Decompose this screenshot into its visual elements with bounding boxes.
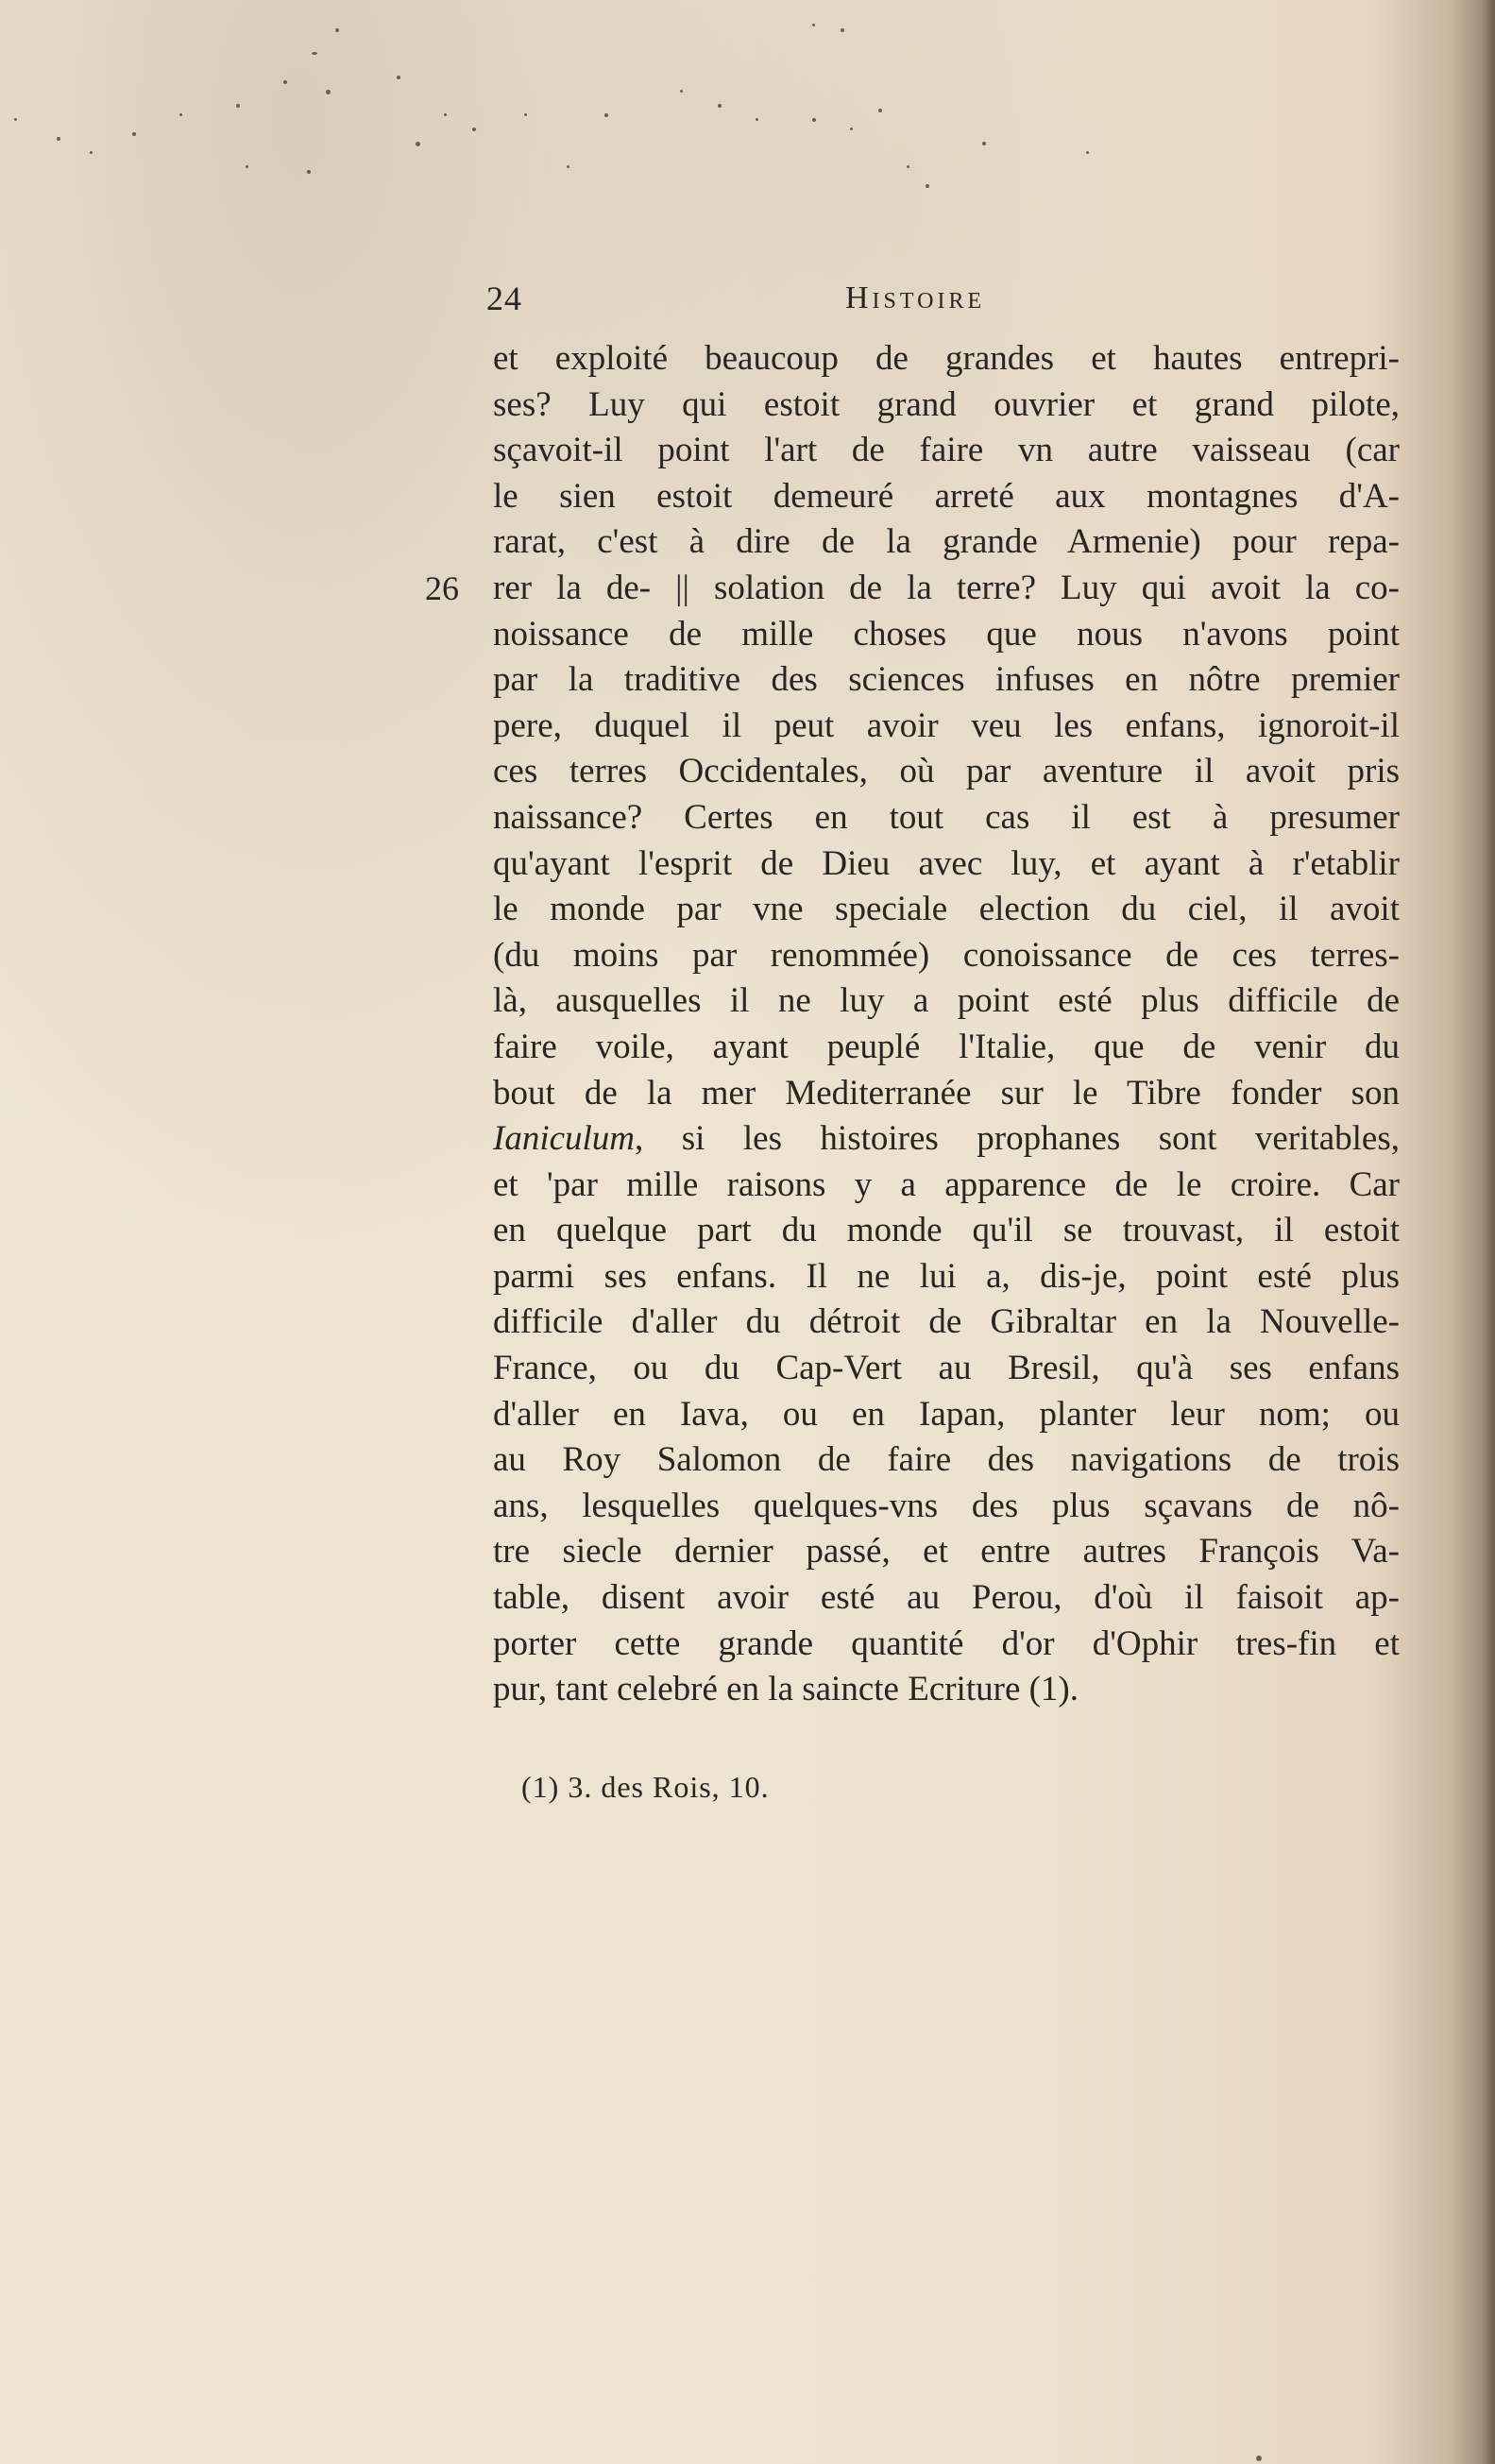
text-line: et exploité beaucoup de grandes et hautes entrepri-: [493, 339, 1400, 378]
text-line: noissance de mille choses que nous n'avons point: [493, 614, 1400, 654]
text-line: par la traditive des sciences infuses en nôtre premier: [493, 660, 1400, 700]
text-line: ces terres Occidentales, où par aventure il avoit pris: [493, 752, 1400, 791]
body-text: [493, 336, 1400, 1713]
running-head: [486, 279, 1393, 326]
margin-page-marker: 26: [425, 569, 459, 607]
text-line: qu'ayant l'esprit de Dieu avec luy, et ayant à r'etablir: [493, 843, 1400, 883]
text-line: le sien estoit demeuré arreté aux montagnes d'A-: [493, 476, 1400, 516]
running-head-title: Histoire: [845, 280, 986, 315]
text-line: en quelque part du monde qu'il se trouvast, il estoit: [493, 1211, 1400, 1250]
text-line: rarat, c'est à dire de la grande Armenie) pour repa-: [493, 522, 1400, 562]
text-line: bout de la mer Mediterranée sur le Tibre fonder son: [493, 1073, 1400, 1113]
text-line: naissance? Certes en tout cas il est à presumer: [493, 797, 1400, 837]
text-line: ans, lesquelles quelques-vns des plus sçavans de nô-: [493, 1486, 1400, 1525]
page-edge-shadow: [1482, 0, 1495, 2464]
text-line: d'aller en Iava, ou en Iapan, planter leur nom; ou: [493, 1394, 1400, 1434]
text-line: là, ausquelles il ne luy a point esté plus difficile de: [493, 981, 1400, 1021]
text-line: pere, duquel il peut avoir veu les enfans, ignoroit-il: [493, 705, 1400, 745]
text-line: table, disent avoir esté au Perou, d'où il faisoit ap-: [493, 1578, 1400, 1618]
text-line: parmi ses enfans. Il ne lui a, dis-je, point esté plus: [493, 1256, 1400, 1296]
text-line: France, ou du Cap-Vert au Bresil, qu'à ses enfans: [493, 1349, 1400, 1388]
text-line: et 'par mille raisons y a apparence de le croire. Car: [493, 1164, 1400, 1204]
text-line: (du moins par renommée) conoissance de ces terres-: [493, 935, 1400, 975]
footnote: (1) 3. des Rois, 10.: [521, 1770, 770, 1804]
text-line: le monde par vne speciale election du ciel, il avoit: [493, 890, 1400, 929]
text-line: sçavoit-il point l'art de faire vn autre vaisseau (car: [493, 431, 1400, 470]
page-number: 24: [486, 280, 522, 317]
text-line: ses? Luy qui estoit grand ouvrier et grand pilote,: [493, 384, 1400, 424]
text-line: tre siecle dernier passé, et entre autres François Va-: [493, 1532, 1400, 1572]
text-line: faire voile, ayant peuplé l'Italie, que de venir du: [493, 1027, 1400, 1066]
text-line: difficile d'aller du détroit de Gibraltar en la Nouvelle-: [493, 1302, 1400, 1342]
text-line: au Roy Salomon de faire des navigations de trois: [493, 1440, 1400, 1480]
text-line: porter cette grande quantité d'or d'Ophir tres-fin et: [493, 1623, 1400, 1663]
text-line: rer la de- || solation de la terre? Luy qui avoit la co-: [493, 568, 1400, 607]
text-line: pur, tant celebré en la saincte Ecriture (1).: [493, 1670, 1079, 1709]
text-line: Ianiculum, si les histoires prophanes sont veritables,: [493, 1119, 1400, 1159]
